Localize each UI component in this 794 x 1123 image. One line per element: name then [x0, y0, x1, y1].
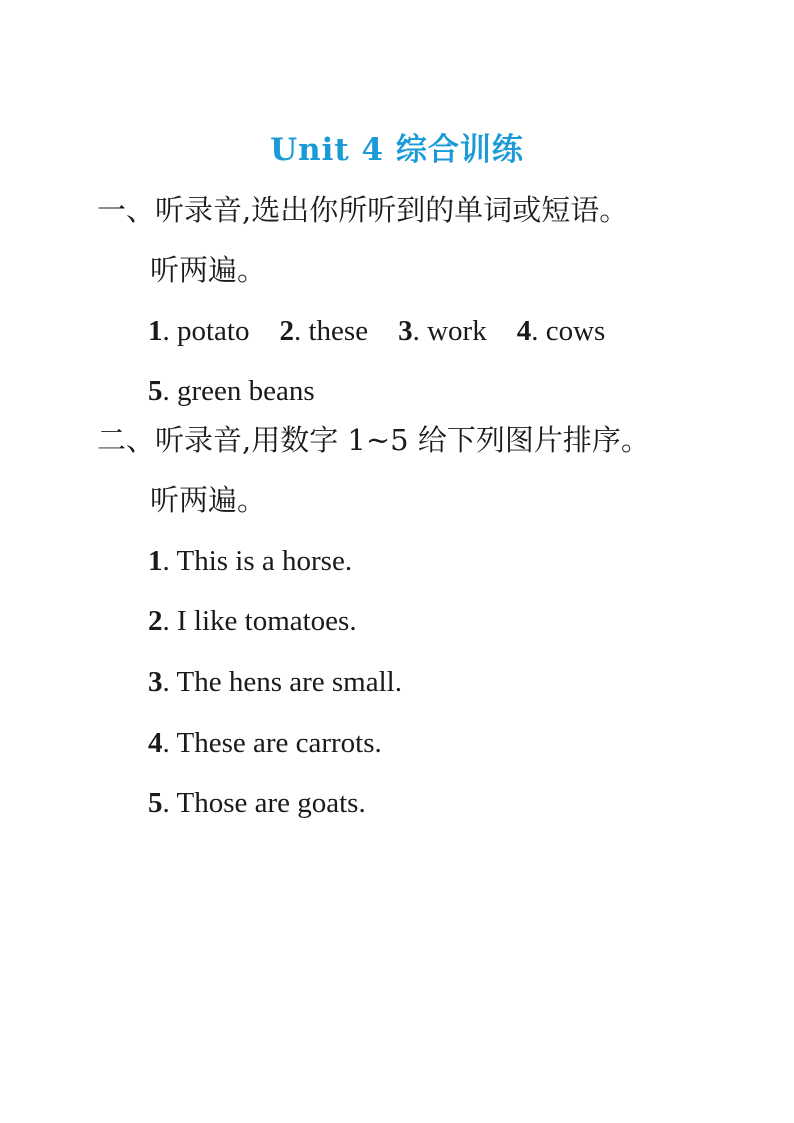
- section1-note: 听两遍。: [150, 253, 267, 287]
- list-item: 1. This is a horse.: [148, 545, 353, 577]
- section2-heading: 二、听录音,用数字 1~5 给下列图片排序。: [97, 423, 650, 457]
- list-item: 2. these: [279, 315, 369, 347]
- list-item: 5. Those are goats.: [148, 787, 366, 819]
- section2-note: 听两遍。: [150, 483, 267, 517]
- list-item: 4. These are carrots.: [148, 727, 382, 759]
- list-item: 4. cows: [516, 315, 606, 347]
- page-title: Unit 4 综合训练: [270, 132, 524, 168]
- section1-items-row: [148, 311, 605, 351]
- list-item: 3. The hens are small.: [148, 666, 402, 698]
- list-item: 2. I like tomatoes.: [148, 605, 357, 637]
- list-item: 1. potato: [148, 315, 250, 347]
- list-item: 3. work: [398, 315, 487, 347]
- list-item: 5. green beans: [148, 375, 315, 407]
- section1-heading: 一、听录音,选出你所听到的单词或短语。: [97, 193, 629, 227]
